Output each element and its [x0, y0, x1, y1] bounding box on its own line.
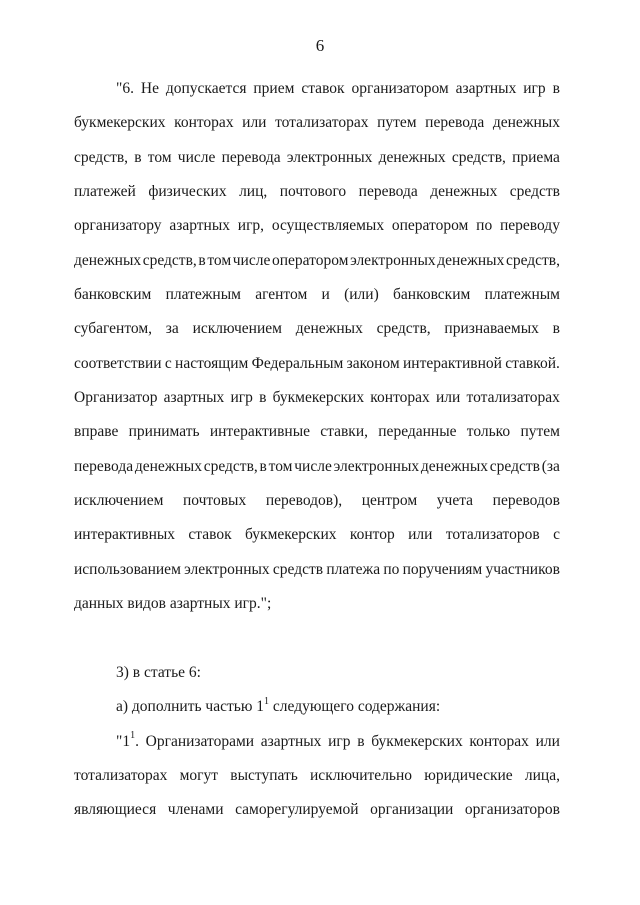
- word: интерактивные: [209, 423, 311, 441]
- word: переводов),: [265, 492, 343, 510]
- text-line: [74, 347, 560, 381]
- word: почтового: [279, 183, 347, 201]
- word: переданные: [378, 423, 457, 441]
- word: Организаторами: [145, 732, 255, 750]
- word: электронных: [184, 560, 270, 578]
- word: в: [357, 732, 365, 750]
- word: или: [535, 732, 560, 750]
- word: субагентом,: [74, 320, 153, 338]
- word: оператором: [271, 251, 349, 269]
- word: средств: [509, 183, 560, 201]
- word: выступать: [230, 766, 298, 784]
- word: "6.: [116, 80, 134, 97]
- word: средств,: [376, 320, 431, 338]
- text-line: [74, 793, 560, 827]
- text-line: [74, 209, 560, 243]
- word: средств: [489, 457, 540, 475]
- word: азартных: [260, 732, 322, 750]
- word: игр: [328, 732, 351, 750]
- word: игр,: [237, 217, 265, 235]
- word: контор: [349, 526, 395, 544]
- word: с: [164, 354, 172, 372]
- text-line: [74, 450, 560, 484]
- word: интерактивных: [74, 526, 176, 544]
- text-line: данных видов азартных игр.";: [74, 595, 272, 613]
- word: тотализаторах: [466, 389, 560, 407]
- word: азартных: [455, 80, 517, 97]
- text-line: [74, 518, 560, 552]
- text-line: [74, 759, 560, 793]
- text-line: а) дополнить частью $1^1$ следующего содержания:: [116, 696, 441, 716]
- text-line: [74, 484, 560, 518]
- text-line: [74, 72, 560, 106]
- word: путем: [520, 423, 560, 441]
- text-line: [74, 175, 560, 209]
- word: средств,: [74, 148, 129, 166]
- text-line: [74, 244, 560, 278]
- word: почтовых: [182, 492, 247, 510]
- word: перевода: [74, 457, 134, 475]
- word: (за: [541, 457, 560, 475]
- word: осуществляемых: [271, 217, 385, 235]
- word: прием: [253, 80, 295, 97]
- word: организатором: [351, 80, 449, 97]
- word: центром: [361, 492, 418, 510]
- text-line: [74, 141, 560, 175]
- superscript: 1: [130, 730, 136, 742]
- word: только: [466, 423, 511, 441]
- word: или: [242, 114, 267, 132]
- word: Организатор: [74, 389, 158, 407]
- word: платежным: [165, 286, 241, 304]
- word: букмекерских: [371, 732, 463, 750]
- text-line: [74, 415, 560, 449]
- word: по: [383, 560, 400, 578]
- word: платежей: [74, 183, 136, 201]
- word: членами: [167, 801, 224, 819]
- word: приема: [512, 148, 560, 166]
- word: том: [268, 457, 293, 475]
- word: числе: [294, 457, 332, 475]
- word: платежа: [326, 560, 381, 578]
- word: лиц,: [239, 183, 268, 201]
- word: законом: [346, 354, 400, 372]
- word: организаторов: [464, 801, 560, 819]
- word: средств,: [203, 457, 258, 475]
- word: являющиеся: [74, 801, 157, 819]
- text-line: [74, 106, 560, 140]
- word: конторах: [469, 732, 529, 750]
- word: исключением: [74, 492, 164, 510]
- word: с: [553, 526, 560, 544]
- word: или: [435, 389, 461, 407]
- text-line: 3) в статье 6:: [116, 663, 201, 681]
- text-line: [74, 553, 560, 587]
- word: средств,: [505, 251, 560, 269]
- word: в: [259, 389, 267, 407]
- word: ставок: [188, 526, 232, 544]
- text-line: [74, 622, 560, 656]
- word: букмекерских: [245, 526, 337, 544]
- word: денежных: [134, 457, 202, 475]
- word: в: [552, 320, 560, 338]
- text-line: [74, 725, 560, 759]
- word: числе: [177, 148, 216, 166]
- word: поручениям: [402, 560, 483, 578]
- word: лица,: [524, 766, 560, 784]
- word: Федеральным: [251, 354, 344, 372]
- superscript: 1: [264, 696, 270, 708]
- word: могут: [179, 766, 219, 784]
- word: организации: [370, 801, 454, 819]
- word: признаваемых: [444, 320, 539, 338]
- word: том: [207, 251, 232, 269]
- word: организатору: [74, 217, 162, 235]
- word: в: [198, 251, 206, 269]
- word: переводов: [492, 492, 560, 510]
- word: (или): [344, 286, 379, 304]
- word: букмекерских: [272, 389, 365, 407]
- word: средств,: [142, 251, 197, 269]
- word: электронных: [333, 457, 420, 475]
- word: в: [259, 457, 267, 475]
- word: переводу: [499, 217, 560, 235]
- word: интерактивной: [402, 354, 502, 372]
- text-line: [74, 278, 560, 312]
- word: и: [321, 286, 330, 304]
- word: по: [476, 217, 493, 235]
- word: тотализаторах: [74, 766, 168, 784]
- word: денежных: [492, 114, 560, 132]
- word: игр: [523, 80, 546, 97]
- word: числе: [232, 251, 271, 269]
- word: конторах: [370, 389, 430, 407]
- word: средств: [272, 560, 324, 578]
- word: том: [147, 148, 172, 166]
- word: тотализаторах: [275, 114, 369, 132]
- text-line: [74, 312, 560, 346]
- word: в: [134, 148, 142, 166]
- word: саморегулируемой: [235, 801, 359, 819]
- word: денежных: [420, 457, 489, 475]
- word: физических: [148, 183, 227, 201]
- word: денежных: [378, 148, 446, 166]
- word: участников: [485, 560, 560, 578]
- word: электронных: [350, 251, 436, 269]
- word: платежным: [484, 286, 560, 304]
- document-body: [74, 72, 560, 828]
- word: вправе: [74, 423, 119, 441]
- word: денежных: [295, 320, 363, 338]
- word: настоящим: [175, 354, 249, 372]
- word: электронных: [286, 148, 373, 166]
- word: принимать: [128, 423, 200, 441]
- word: путем: [377, 114, 417, 132]
- page-number: 6: [315, 36, 325, 55]
- word: за: [165, 320, 179, 338]
- word: банковским: [393, 286, 471, 304]
- word: агентом: [255, 286, 308, 304]
- word: азартных: [169, 217, 230, 235]
- word: исключением: [192, 320, 282, 338]
- word: соответствии: [74, 354, 162, 372]
- word: денежных: [437, 251, 505, 269]
- word: ставок: [301, 80, 345, 97]
- word: юридические: [424, 766, 513, 784]
- word: ставки,: [320, 423, 369, 441]
- word: букмекерских: [74, 114, 166, 132]
- word: или: [408, 526, 433, 544]
- word: игр: [230, 389, 253, 407]
- word: конторах: [174, 114, 234, 132]
- word: перевода: [425, 114, 485, 132]
- word: "$1^1$.: [116, 730, 139, 750]
- word: денежных: [74, 251, 142, 269]
- word: денежных: [430, 183, 498, 201]
- word: тотализаторов: [445, 526, 540, 544]
- word: Не: [140, 80, 159, 97]
- word: азартных: [163, 389, 225, 407]
- word: допускается: [165, 80, 247, 97]
- word: оператором: [391, 217, 469, 235]
- word: средств,: [451, 148, 506, 166]
- word: в: [552, 80, 560, 97]
- word: банковским: [74, 286, 152, 304]
- text-line: [74, 381, 560, 415]
- word: исключительно: [310, 766, 413, 784]
- word: использованием: [74, 560, 181, 578]
- word: учета: [436, 492, 474, 510]
- word: перевода: [358, 183, 418, 201]
- word: ставкой.: [505, 354, 560, 372]
- word: перевода: [221, 148, 281, 166]
